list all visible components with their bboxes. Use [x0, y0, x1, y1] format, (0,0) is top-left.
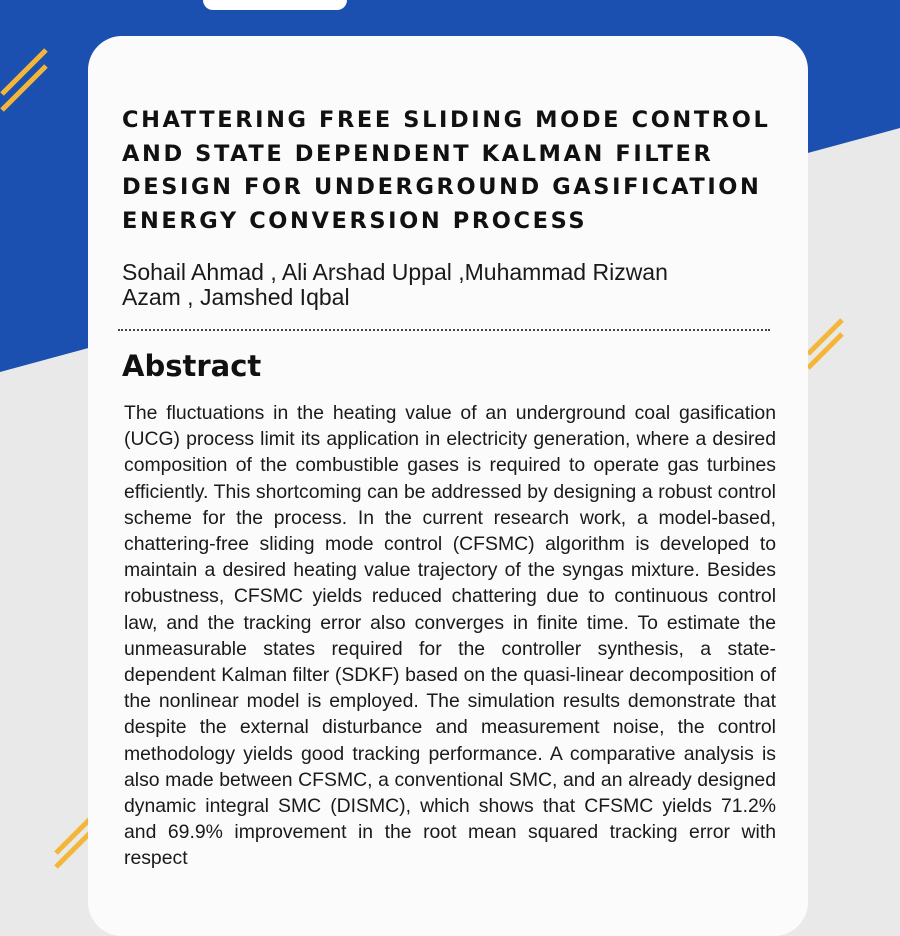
top-tab-decoration — [203, 0, 347, 10]
paper-title: CHATTERING FREE SLIDING MODE CONTROL AND STATE DEPENDENT KALMAN FILTER DESIGN FOR UNDERGROUND GASIFICATION ENERGY CONVERSION PROCESS — [122, 107, 771, 234]
decorative-stripes-top-left — [0, 44, 50, 114]
decorative-stripes-right — [806, 316, 846, 372]
dotted-divider — [118, 329, 770, 331]
abstract-text: The fluctuations in the heating value of an underground coal gasification (UCG) process limit its application in electricity generation, where a desired composition of the combustible gases is required to operate gas turbines efficiently. This shortcoming can be addressed by designing a robust control scheme for the process. In the current research work, a model-based, chattering-free sliding mode control (CFSMC) algorithm is developed to maintain a desired heating value trajectory of the syngas mixture. Besides robustness, CFSMC yields reduced chattering due to continuous control law, and the tracking error also converges in finite time. To estimate the unmeasurable states required for the controller synthesis, a state-dependent Kalman filter (SDKF) based on the quasi-linear decomposition of the nonlinear model is employed. The simulation results demonstrate that despite the external disturbance and measurement noise, the control methodology yields good tracking performance. A comparative analysis is also made between CFSMC, a conventional SMC, and an already designed dynamic integral SMC (DISMC), which shows that CFSMC yields 71.2% and 69.9% improvement in the root mean squared tracking error with respect — [124, 402, 776, 870]
paper-authors: Sohail Ahmad , Ali Arshad Uppal ,Muhammad Rizwan Azam , Jamshed Iqbal — [122, 259, 668, 310]
abstract-heading: Abstract — [122, 349, 262, 383]
